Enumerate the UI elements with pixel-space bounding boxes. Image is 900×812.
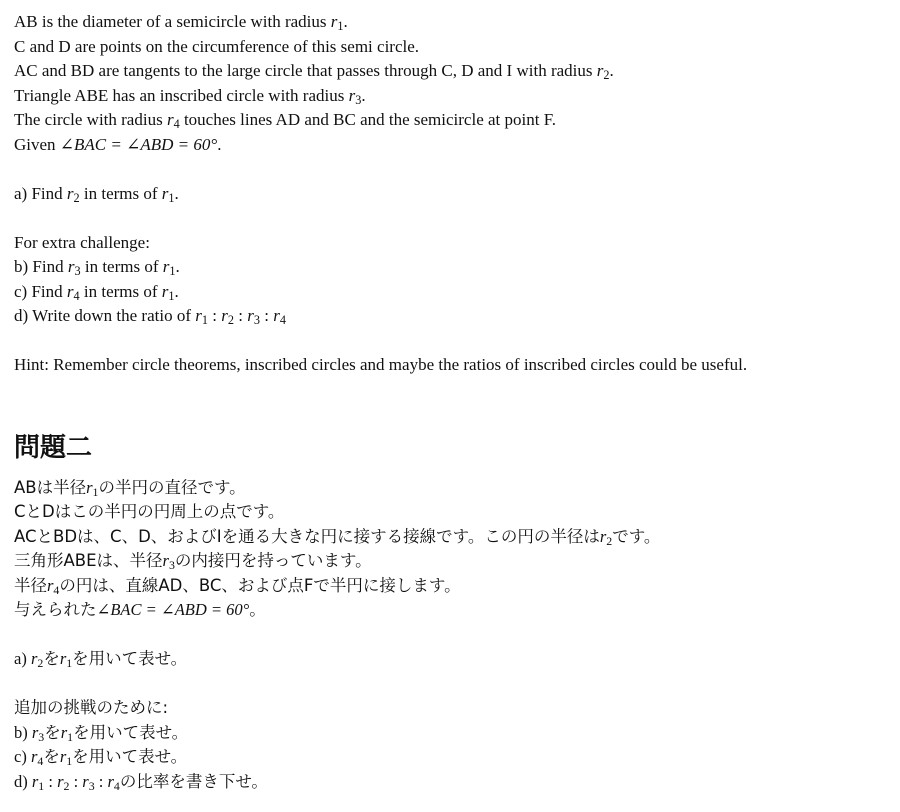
problem-line-1: AB is the diameter of a semicircle with radius $r_1$. bbox=[14, 12, 348, 34]
japanese-title: 問題二 bbox=[14, 432, 93, 463]
jp-line-6: 与えられた∠BAC = ∠ABD = 60°。 bbox=[14, 600, 266, 619]
jp-question-c: c) $r_4$を$r_1$を用いて表せ。 bbox=[14, 747, 188, 768]
line-text: AB is the diameter of a semicircle with radius bbox=[14, 12, 331, 31]
problem-document bbox=[14, 10, 890, 794]
jp-question-b: b) $r_3$を$r_1$を用いて表せ。 bbox=[14, 722, 189, 744]
jp-line-2: CとDはこの半円の円周上の点です。 bbox=[14, 502, 285, 521]
jp-line-4: 三角形ABEは、半径$r_3$の内接円を持っています。 bbox=[14, 551, 372, 572]
jp-line-1: ABは半径$r_1$の半円の直径です。 bbox=[14, 477, 246, 499]
hint-text: Hint: Remember circle theorems, inscribed circles and maybe the ratios of inscribed circles could be useful. bbox=[14, 355, 748, 374]
radius-r3: $r_3$ bbox=[348, 85, 362, 107]
extra-challenge-heading: For extra challenge: bbox=[14, 232, 150, 252]
question-d: d) Write down the ratio of $r_1$ : $r_2$ : $r_3$ : $r_4$ bbox=[14, 306, 286, 328]
problem-line-5: The circle with radius $r_4$ touches lines AD and BC and the semicircle at point F. bbox=[14, 110, 557, 132]
problem-line-2: C and D are points on the circumference of this semi circle. bbox=[14, 36, 420, 56]
ratio-expression: $r_1$ : $r_2$ : $r_3$ : $r_4$ bbox=[195, 306, 286, 328]
problem-line-3: AC and BD are tangents to the large circle that passes through C, D and I with radius $r_2$. bbox=[14, 61, 614, 83]
radius-r2: $r_2$ bbox=[596, 61, 610, 83]
jp-line-5: 半径$r_4$の円は、直線AD、BC、および点Fで半円に接します。 bbox=[14, 575, 461, 597]
jp-line-3: ACとBDは、C、D、およびIを通る大きな円に接する接線です。この円の半径は$r_2$です。 bbox=[14, 526, 661, 548]
question-c: c) Find $r_4$ in terms of $r_1$. bbox=[14, 281, 179, 303]
line-text: Triangle ABE has an inscribed circle with radius bbox=[14, 85, 349, 105]
jp-question-a: a) $r_2$を$r_1$を用いて表せ。 bbox=[14, 649, 188, 670]
radius-r1: $r_1$ bbox=[330, 12, 344, 34]
question-a: a) Find $r_2$ in terms of $r_1$. bbox=[14, 183, 179, 205]
problem-line-4: Triangle ABE has an inscribed circle with radius $r_3$. bbox=[14, 85, 366, 107]
angle-condition: ∠BAC = ∠ABD = 60° bbox=[59, 134, 218, 154]
line-text: AC and BD are tangents to the large circle that passes through C, D and I with radius bbox=[14, 61, 597, 80]
problem-line-6: Given ∠BAC = ∠ABD = 60°. bbox=[14, 134, 222, 154]
jp-question-d: d) $r_1$ : $r_2$ : $r_3$ : $r_4$の比率を書き下せ。 bbox=[14, 771, 268, 793]
question-b: b) Find $r_3$ in terms of $r_1$. bbox=[14, 257, 180, 279]
jp-extra-heading: 追加の挑戦のために: bbox=[14, 698, 169, 717]
radius-r4: $r_4$ bbox=[166, 110, 180, 132]
line-text: The circle with radius bbox=[14, 110, 167, 129]
